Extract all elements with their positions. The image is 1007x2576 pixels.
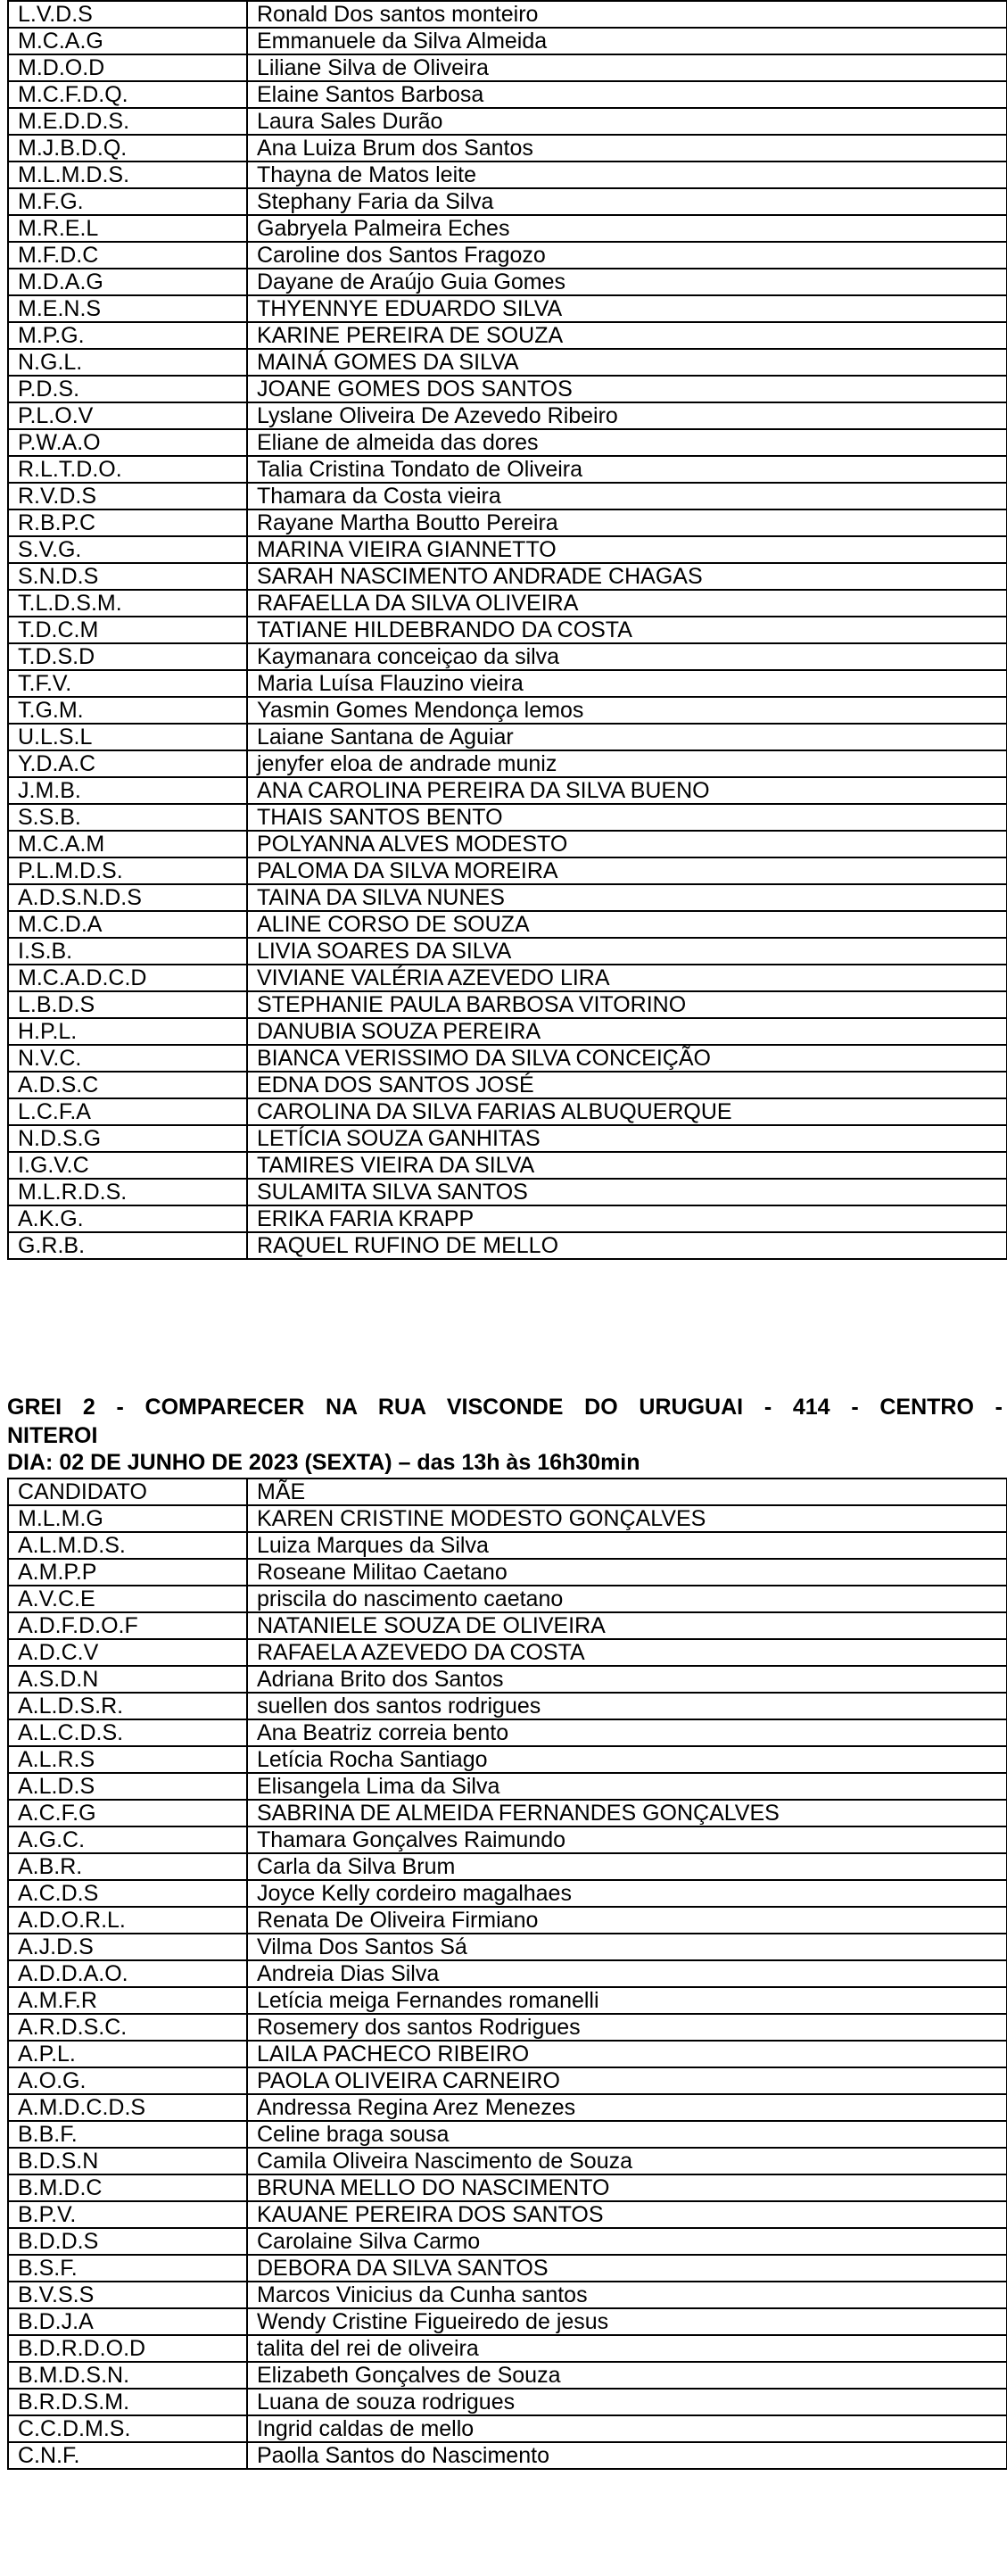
table-row — [8, 777, 1007, 804]
mother-name: Luiza Marques da Silva — [247, 1532, 1007, 1559]
mother-name: Andressa Regina Arez Menezes — [247, 2094, 1007, 2121]
candidate-code: N.G.L. — [8, 349, 247, 376]
table-row — [8, 2121, 1007, 2148]
table-row — [8, 938, 1007, 965]
mother-name: Vilma Dos Santos Sá — [247, 1934, 1007, 1960]
candidate-code: M.C.A.D.C.D — [8, 965, 247, 991]
candidate-code: A.J.D.S — [8, 1934, 247, 1960]
candidate-code: A.S.D.N — [8, 1666, 247, 1693]
mother-name: TAINA DA SILVA NUNES — [247, 884, 1007, 911]
candidate-code: S.V.G. — [8, 536, 247, 563]
candidate-table-2-body — [8, 1505, 1007, 2469]
table-row — [8, 1232, 1007, 1259]
mother-name: RAFAELA AZEVEDO DA COSTA — [247, 1639, 1007, 1666]
table-row — [8, 429, 1007, 456]
mother-name: jenyfer eloa de andrade muniz — [247, 750, 1007, 777]
candidate-code: A.D.S.C — [8, 1072, 247, 1098]
table-row — [8, 135, 1007, 162]
mother-name: MAINÁ GOMES DA SILVA — [247, 349, 1007, 376]
mother-name: RAQUEL RUFINO DE MELLO — [247, 1232, 1007, 1259]
candidate-code: M.E.N.S — [8, 295, 247, 322]
table-row — [8, 2442, 1007, 2469]
table-row — [8, 2148, 1007, 2174]
candidate-code: T.G.M. — [8, 697, 247, 724]
candidate-code: A.L.D.S — [8, 1773, 247, 1800]
candidate-code: A.D.O.R.L. — [8, 1907, 247, 1934]
candidate-code: B.D.S.N — [8, 2148, 247, 2174]
table-row — [8, 911, 1007, 938]
table-row — [8, 1152, 1007, 1179]
mother-name: Stephany Faria da Silva — [247, 188, 1007, 215]
mother-name: Rosemery dos santos Rodrigues — [247, 2014, 1007, 2041]
mother-name: Laura Sales Durão — [247, 108, 1007, 135]
table-row — [8, 884, 1007, 911]
table-row — [8, 617, 1007, 643]
candidate-code: T.D.C.M — [8, 617, 247, 643]
table-row — [8, 28, 1007, 54]
mother-name: VIVIANE VALÉRIA AZEVEDO LIRA — [247, 965, 1007, 991]
table-row — [8, 1693, 1007, 1719]
table-row — [8, 536, 1007, 563]
mother-name: ALINE CORSO DE SOUZA — [247, 911, 1007, 938]
table-row — [8, 1018, 1007, 1045]
candidate-code: M.R.E.L — [8, 215, 247, 242]
candidate-code: B.D.D.S — [8, 2228, 247, 2255]
table-row — [8, 643, 1007, 670]
mother-name: Camila Oliveira Nascimento de Souza — [247, 2148, 1007, 2174]
candidate-code: L.V.D.S — [8, 1, 247, 28]
table-row — [8, 1505, 1007, 1532]
candidate-code: M.J.B.D.Q. — [8, 135, 247, 162]
mother-name: Wendy Cristine Figueiredo de jesus — [247, 2308, 1007, 2335]
candidate-code: M.C.A.M — [8, 831, 247, 857]
candidate-code: H.P.L. — [8, 1018, 247, 1045]
table-row — [8, 456, 1007, 483]
table-row — [8, 509, 1007, 536]
header-mae: MÃE — [247, 1479, 1007, 1505]
mother-name: Celine braga sousa — [247, 2121, 1007, 2148]
candidate-code: A.L.D.S.R. — [8, 1693, 247, 1719]
candidate-code: A.D.C.V — [8, 1639, 247, 1666]
table-row — [8, 1612, 1007, 1639]
candidate-code: U.L.S.L — [8, 724, 247, 750]
candidate-code: M.C.D.A — [8, 911, 247, 938]
mother-name: KAREN CRISTINE MODESTO GONÇALVES — [247, 1505, 1007, 1532]
candidate-code: Y.D.A.C — [8, 750, 247, 777]
candidate-code: P.D.S. — [8, 376, 247, 402]
table-row — [8, 1773, 1007, 1800]
table-row — [8, 376, 1007, 402]
table-row — [8, 349, 1007, 376]
mother-name: Lyslane Oliveira De Azevedo Ribeiro — [247, 402, 1007, 429]
mother-name: DEBORA DA SILVA SANTOS — [247, 2255, 1007, 2282]
mother-name: Talia Cristina Tondato de Oliveira — [247, 456, 1007, 483]
candidate-code: M.E.D.D.S. — [8, 108, 247, 135]
candidate-code: M.F.D.C — [8, 242, 247, 269]
mother-name: Eliane de almeida das dores — [247, 429, 1007, 456]
candidate-code: A.C.D.S — [8, 1880, 247, 1907]
candidate-code: P.L.O.V — [8, 402, 247, 429]
mother-name: PALOMA DA SILVA MOREIRA — [247, 857, 1007, 884]
table-row — [8, 295, 1007, 322]
candidate-code: A.L.R.S — [8, 1746, 247, 1773]
candidate-code: C.N.F. — [8, 2442, 247, 2469]
mother-name: Letícia Rocha Santiago — [247, 1746, 1007, 1773]
table-row — [8, 322, 1007, 349]
table-row — [8, 2201, 1007, 2228]
table-row — [8, 1179, 1007, 1205]
table-row — [8, 965, 1007, 991]
table-row — [8, 2362, 1007, 2389]
mother-name: Ronald Dos santos monteiro — [247, 1, 1007, 28]
mother-name: POLYANNA ALVES MODESTO — [247, 831, 1007, 857]
candidate-table-1-body — [8, 1, 1007, 1259]
mother-name: DANUBIA SOUZA PEREIRA — [247, 1018, 1007, 1045]
mother-name: Thamara da Costa vieira — [247, 483, 1007, 509]
candidate-code: A.D.F.D.O.F — [8, 1612, 247, 1639]
candidate-code: M.L.M.D.S. — [8, 162, 247, 188]
candidate-code: S.S.B. — [8, 804, 247, 831]
candidate-code: B.S.F. — [8, 2255, 247, 2282]
candidate-code: A.P.L. — [8, 2041, 247, 2067]
table-row — [8, 2308, 1007, 2335]
mother-name: Marcos Vinicius da Cunha santos — [247, 2282, 1007, 2308]
section-heading-address: GREI 2 - COMPARECER NA RUA VISCONDE DO URUGUAI - 414 - CENTRO - — [7, 1395, 1003, 1420]
table-row — [8, 1853, 1007, 1880]
candidate-code: B.B.F. — [8, 2121, 247, 2148]
section-heading-city: NITEROI — [7, 1423, 98, 1448]
table-row — [8, 670, 1007, 697]
candidate-code: A.M.P.P — [8, 1559, 247, 1586]
candidate-code: A.V.C.E — [8, 1586, 247, 1612]
candidate-code: B.R.D.S.M. — [8, 2389, 247, 2415]
candidate-code: M.D.O.D — [8, 54, 247, 81]
mother-name: Luana de souza rodrigues — [247, 2389, 1007, 2415]
candidate-code: M.D.A.G — [8, 269, 247, 295]
table-header-row — [8, 1479, 1007, 1505]
candidate-code: P.W.A.O — [8, 429, 247, 456]
mother-name: Liliane Silva de Oliveira — [247, 54, 1007, 81]
mother-name: Dayane de Araújo Guia Gomes — [247, 269, 1007, 295]
candidate-code: B.V.S.S — [8, 2282, 247, 2308]
mother-name: Andreia Dias Silva — [247, 1960, 1007, 1987]
mother-name: Ana Beatriz correia bento — [247, 1719, 1007, 1746]
table-row — [8, 2255, 1007, 2282]
candidate-code: A.L.C.D.S. — [8, 1719, 247, 1746]
mother-name: TATIANE HILDEBRANDO DA COSTA — [247, 617, 1007, 643]
table-row — [8, 269, 1007, 295]
table-row — [8, 590, 1007, 617]
table-row — [8, 804, 1007, 831]
mother-name: TAMIRES VIEIRA DA SILVA — [247, 1152, 1007, 1179]
mother-name: STEPHANIE PAULA BARBOSA VITORINO — [247, 991, 1007, 1018]
mother-name: Caroline dos Santos Fragozo — [247, 242, 1007, 269]
table-row — [8, 1205, 1007, 1232]
table-row — [8, 242, 1007, 269]
candidate-code: A.K.G. — [8, 1205, 247, 1232]
table-row — [8, 750, 1007, 777]
mother-name: KARINE PEREIRA DE SOUZA — [247, 322, 1007, 349]
mother-name: BRUNA MELLO DO NASCIMENTO — [247, 2174, 1007, 2201]
table-row — [8, 563, 1007, 590]
mother-name: Thayna de Matos leite — [247, 162, 1007, 188]
table-row — [8, 1, 1007, 28]
table-row — [8, 1586, 1007, 1612]
mother-name: suellen dos santos rodrigues — [247, 1693, 1007, 1719]
candidate-code: M.L.M.G — [8, 1505, 247, 1532]
candidate-code: N.D.S.G — [8, 1125, 247, 1152]
mother-name: THAIS SANTOS BENTO — [247, 804, 1007, 831]
candidate-table-2 — [7, 1478, 1007, 2470]
table-row — [8, 2389, 1007, 2415]
table-row — [8, 1719, 1007, 1746]
table-row — [8, 2335, 1007, 2362]
candidate-code: P.L.M.D.S. — [8, 857, 247, 884]
candidate-code: M.F.G. — [8, 188, 247, 215]
table-row — [8, 2415, 1007, 2442]
table-row — [8, 2014, 1007, 2041]
mother-name: EDNA DOS SANTOS JOSÉ — [247, 1072, 1007, 1098]
mother-name: SARAH NASCIMENTO ANDRADE CHAGAS — [247, 563, 1007, 590]
candidate-code: N.V.C. — [8, 1045, 247, 1072]
candidate-code: A.B.R. — [8, 1853, 247, 1880]
mother-name: LIVIA SOARES DA SILVA — [247, 938, 1007, 965]
candidate-code: M.C.F.D.Q. — [8, 81, 247, 108]
mother-name: Letícia meiga Fernandes romanelli — [247, 1987, 1007, 2014]
candidate-code: T.L.D.S.M. — [8, 590, 247, 617]
candidate-code: R.V.D.S — [8, 483, 247, 509]
mother-name: ANA CAROLINA PEREIRA DA SILVA BUENO — [247, 777, 1007, 804]
mother-name: BIANCA VERISSIMO DA SILVA CONCEIÇÃO — [247, 1045, 1007, 1072]
table-row — [8, 162, 1007, 188]
candidate-code: B.M.D.S.N. — [8, 2362, 247, 2389]
mother-name: Elaine Santos Barbosa — [247, 81, 1007, 108]
mother-name: MARINA VIEIRA GIANNETTO — [247, 536, 1007, 563]
candidate-code: T.F.V. — [8, 670, 247, 697]
candidate-code: A.O.G. — [8, 2067, 247, 2094]
mother-name: Maria Luísa Flauzino vieira — [247, 670, 1007, 697]
mother-name: ERIKA FARIA KRAPP — [247, 1205, 1007, 1232]
table-row — [8, 1098, 1007, 1125]
candidate-code: M.C.A.G — [8, 28, 247, 54]
mother-name: KAUANE PEREIRA DOS SANTOS — [247, 2201, 1007, 2228]
mother-name: Renata De Oliveira Firmiano — [247, 1907, 1007, 1934]
table-row — [8, 1746, 1007, 1773]
table-row — [8, 2067, 1007, 2094]
table-row — [8, 857, 1007, 884]
candidate-code: A.R.D.S.C. — [8, 2014, 247, 2041]
table-row — [8, 54, 1007, 81]
candidate-code: G.R.B. — [8, 1232, 247, 1259]
table-row — [8, 1960, 1007, 1987]
mother-name: Ingrid caldas de mello — [247, 2415, 1007, 2442]
table-row — [8, 2228, 1007, 2255]
mother-name: SULAMITA SILVA SANTOS — [247, 1179, 1007, 1205]
table-row — [8, 1880, 1007, 1907]
table-row — [8, 1826, 1007, 1853]
table-row — [8, 81, 1007, 108]
candidate-code: B.D.J.A — [8, 2308, 247, 2335]
mother-name: Gabryela Palmeira Eches — [247, 215, 1007, 242]
table-row — [8, 1987, 1007, 2014]
candidate-code: A.D.D.A.O. — [8, 1960, 247, 1987]
candidate-code: M.L.R.D.S. — [8, 1179, 247, 1205]
mother-name: LAILA PACHECO RIBEIRO — [247, 2041, 1007, 2067]
candidate-code: L.B.D.S — [8, 991, 247, 1018]
candidate-table-1 — [7, 0, 1007, 1260]
table-row — [8, 2094, 1007, 2121]
mother-name: RAFAELLA DA SILVA OLIVEIRA — [247, 590, 1007, 617]
table-row — [8, 402, 1007, 429]
mother-name: talita del rei de oliveira — [247, 2335, 1007, 2362]
table-row — [8, 991, 1007, 1018]
mother-name: Carolaine Silva Carmo — [247, 2228, 1007, 2255]
table-row — [8, 188, 1007, 215]
mother-name: Emmanuele da Silva Almeida — [247, 28, 1007, 54]
table-row — [8, 1934, 1007, 1960]
candidate-code: B.P.V. — [8, 2201, 247, 2228]
table-row — [8, 2041, 1007, 2067]
candidate-code: R.L.T.D.O. — [8, 456, 247, 483]
mother-name: Adriana Brito dos Santos — [247, 1666, 1007, 1693]
candidate-code: C.C.D.M.S. — [8, 2415, 247, 2442]
candidate-code: S.N.D.S — [8, 563, 247, 590]
table-row — [8, 1125, 1007, 1152]
mother-name: Rayane Martha Boutto Pereira — [247, 509, 1007, 536]
table-row — [8, 1559, 1007, 1586]
table-row — [8, 1907, 1007, 1934]
table-row — [8, 1072, 1007, 1098]
candidate-code: I.S.B. — [8, 938, 247, 965]
table-row — [8, 697, 1007, 724]
table-row — [8, 1639, 1007, 1666]
mother-name: LETÍCIA SOUZA GANHITAS — [247, 1125, 1007, 1152]
mother-name: Roseane Militao Caetano — [247, 1559, 1007, 1586]
candidate-code: A.C.F.G — [8, 1800, 247, 1826]
candidate-code: A.L.M.D.S. — [8, 1532, 247, 1559]
section-heading-date: DIA: 02 DE JUNHO DE 2023 (SEXTA) – das 13h às 16h30min — [7, 1450, 640, 1475]
mother-name: Ana Luiza Brum dos Santos — [247, 135, 1007, 162]
mother-name: Kaymanara conceiçao da silva — [247, 643, 1007, 670]
table-row — [8, 215, 1007, 242]
mother-name: Laiane Santana de Aguiar — [247, 724, 1007, 750]
candidate-code: A.M.D.C.D.S — [8, 2094, 247, 2121]
mother-name: PAOLA OLIVEIRA CARNEIRO — [247, 2067, 1007, 2094]
header-candidato: CANDIDATO — [8, 1479, 247, 1505]
candidate-code: A.M.F.R — [8, 1987, 247, 2014]
candidate-code: L.C.F.A — [8, 1098, 247, 1125]
table-row — [8, 2174, 1007, 2201]
mother-name: SABRINA DE ALMEIDA FERNANDES GONÇALVES — [247, 1800, 1007, 1826]
mother-name: THYENNYE EDUARDO SILVA — [247, 295, 1007, 322]
candidate-code: A.G.C. — [8, 1826, 247, 1853]
table-row — [8, 831, 1007, 857]
table-row — [8, 483, 1007, 509]
mother-name: Carla da Silva Brum — [247, 1853, 1007, 1880]
candidate-code: M.P.G. — [8, 322, 247, 349]
table-row — [8, 2282, 1007, 2308]
table-row — [8, 108, 1007, 135]
table-row — [8, 1800, 1007, 1826]
mother-name: priscila do nascimento caetano — [247, 1586, 1007, 1612]
mother-name: NATANIELE SOUZA DE OLIVEIRA — [247, 1612, 1007, 1639]
mother-name: Paolla Santos do Nascimento — [247, 2442, 1007, 2469]
table-row — [8, 1045, 1007, 1072]
mother-name: Joyce Kelly cordeiro magalhaes — [247, 1880, 1007, 1907]
candidate-code: J.M.B. — [8, 777, 247, 804]
table-row — [8, 1532, 1007, 1559]
table-row — [8, 1666, 1007, 1693]
table-row — [8, 724, 1007, 750]
mother-name: Yasmin Gomes Mendonça lemos — [247, 697, 1007, 724]
candidate-code: A.D.S.N.D.S — [8, 884, 247, 911]
mother-name: JOANE GOMES DOS SANTOS — [247, 376, 1007, 402]
candidate-code: B.D.R.D.O.D — [8, 2335, 247, 2362]
mother-name: Thamara Gonçalves Raimundo — [247, 1826, 1007, 1853]
candidate-code: R.B.P.C — [8, 509, 247, 536]
mother-name: CAROLINA DA SILVA FARIAS ALBUQUERQUE — [247, 1098, 1007, 1125]
candidate-code: I.G.V.C — [8, 1152, 247, 1179]
mother-name: Elizabeth Gonçalves de Souza — [247, 2362, 1007, 2389]
candidate-code: T.D.S.D — [8, 643, 247, 670]
candidate-code: B.M.D.C — [8, 2174, 247, 2201]
mother-name: Elisangela Lima da Silva — [247, 1773, 1007, 1800]
